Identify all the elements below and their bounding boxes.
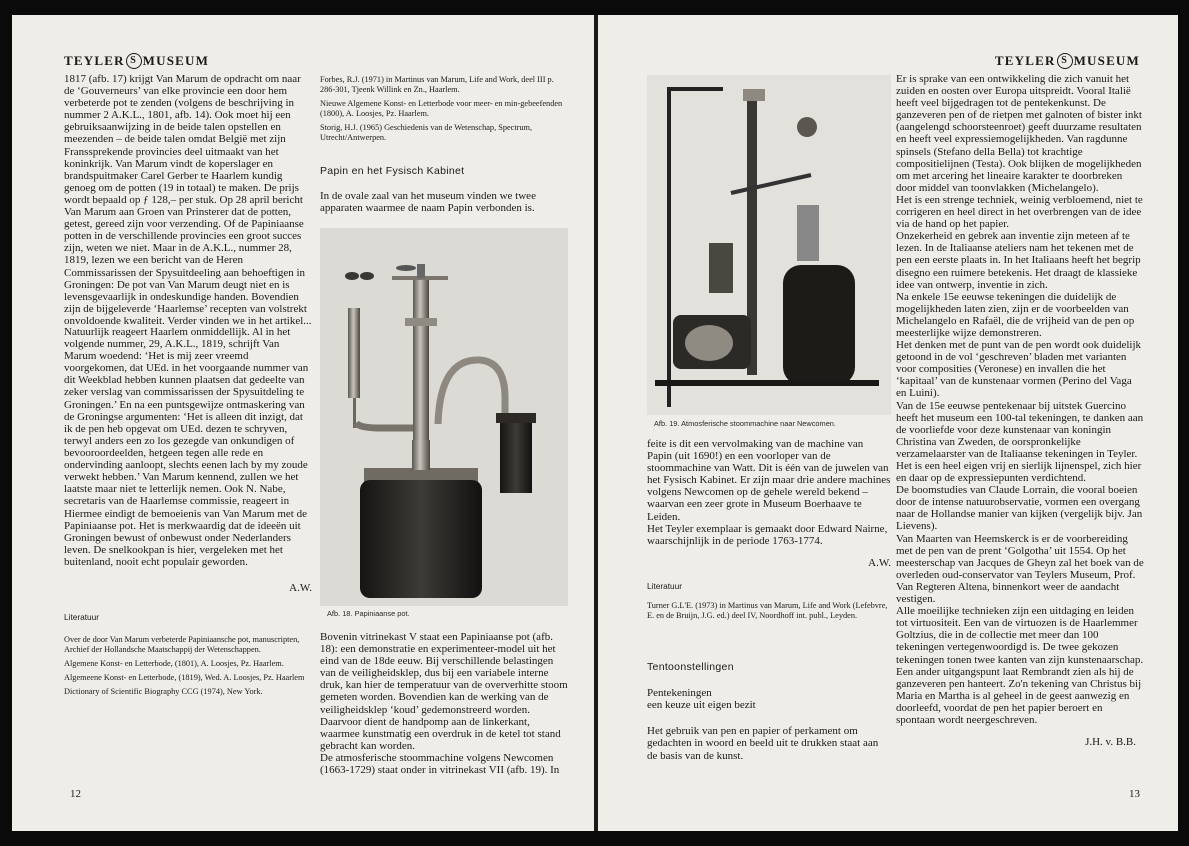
signature: A.W. xyxy=(868,556,891,569)
paragraph: Er is sprake van een ontwikkeling die zich vanuit het zuiden en oosten over Europa uitspreidt. Vooral Italië heeft veel bijgedragen tot de pentekenkunst. De ganzeveren pen of de rietpen met galnoten of bister inkt (aangelengd schoorsteenroet) geeft duurzame resultaten en heeft veel expressiemogelijkheden. Van ragdunne spinsels (Stefano della Bella) tot krachtige compositielijnen (Testa). Ook blijken de mogelijkheden om met arcering het lineaire karakter te doorbreken door middel van toonvlakken (Michelangelo). xyxy=(896,73,1142,194)
section-heading: Papin en het Fysisch Kabinet xyxy=(320,165,465,177)
literature-item: Nieuwe Algemene Konst- en Letterbode voor meer- en min-gebeefenden (1800), A. Loosjes, Pz. Haarlem. xyxy=(320,99,563,118)
paragraph: Hiermee eindigt de bemoeienis van Van Marum met de Papiniaanse pot. Het is merkwaardig dat de ideeën uit Groningen bewust of onbewust onder Nederlanders leven. De snelkookpan is hier, vergeleken met het buitenland, nooit echt populair geworden. xyxy=(64,508,307,569)
page-number: 12 xyxy=(70,788,81,800)
literature-item: Turner G.L'E. (1973) in Martinus van Marum, Life and Work (Lefebvre, E. en de Bruijn, J.G. ed.) deel IV, Noordhoff int. publ., Leyden. xyxy=(647,601,888,621)
left-column-1 xyxy=(64,73,312,701)
literature-list xyxy=(647,601,891,621)
literature-list xyxy=(64,635,312,697)
literature-item: Over de door Van Marum verbeterde Papiniaansche pot, manuscripten, Archief der Hollandsche Maatschappij der Wetenschappen. xyxy=(64,634,300,654)
brand-text-1: TEYLER xyxy=(994,53,1056,68)
paragraph: De boomstudies van Claude Lorrain, die vooral boeien door de intense natuurobservatie, vormen een overgang naar de Hollandse manier van kijken (vergelijk bijv. Jan Lievens). xyxy=(896,484,1143,533)
paragraph: Onzekerheid en gebrek aan inventie zijn meteen af te lezen. In de Italiaanse ateliers nam het tekenen met de pen een eerste plaats in. In het Italiaans heeft het begrip disegno een ruimere betekenis. Het draagt de klassieke idee van ontwerp, inventie in zich. xyxy=(896,230,1141,291)
paragraph: In de ovale zaal van het museum vinden we twee apparaten waarmee de naam Papin verbonden is. xyxy=(320,190,536,215)
literature-heading: Literatuur xyxy=(647,580,683,591)
museum-logo-icon: S xyxy=(126,53,142,69)
paragraph: Van de 15e eeuwse pentekenaar bij uitstek Guercino heeft het museum een 100-tal tekeningen, te danken aan de voorliefde voor deze kunstenaar van koningin Christina van Zweden, de oorspronkelijke verzamelaarster van de Italiaanse tekeningen in Teyler. xyxy=(896,399,1144,460)
signature: J.H. v. B.B. xyxy=(1085,736,1136,749)
paragraph: Het is een strenge techniek, weinig verbloemend, niet te corrigeren en heel direct in het overbrengen van de idee via de hand op het papier. xyxy=(896,193,1143,231)
papin-pot-image xyxy=(320,228,568,606)
left-column-2-text xyxy=(320,631,568,776)
paragraph: Het denken met de punt van de pen wordt ook duidelijk getoond in de vol ‘geschreven’ bladen met varianten voor composities (Veronese) en invallen die het ‘kapitaal’ van de kunstenaar vormen (Perino del Vaga en Luini). xyxy=(896,339,1141,400)
paragraph: Het Teyler exemplaar is gemaakt door Edward Nairne, waarschijnlijk in de periode 1763-1774. xyxy=(647,522,888,547)
figure-newcomen-engine xyxy=(647,75,891,415)
literature-heading: Literatuur xyxy=(64,611,100,622)
brand-text-1: TEYLER xyxy=(64,53,125,68)
brand-text-2: MUSEUM xyxy=(142,53,210,68)
right-column-2 xyxy=(896,73,1144,748)
figure-papin-pot xyxy=(320,228,568,606)
brand-left xyxy=(64,53,209,69)
paragraph: feite is dit een vervolmaking van de machine van Papin (uit 1690!) en een voorloper van de stoommachine van Watt. Dit is één van de juwelen van het Fysisch Kabinet. Er zijn maar drie andere machines volgens Newcomen op de gehele wereld bekend – waarvan een zeer grote in Museum Boerhaave te Leiden. xyxy=(647,438,891,523)
paragraph: Bovenin vitrinekast V staat een Papiniaanse pot (afb. 18): een demonstratie en experimenteer-model uit het eind van de 18de eeuw. Bij verschillende belastingen van de veiligheidsklep, dus bij een variabele interne druk, kan hier de temperatuur van de oververhitte stoom gemeten worden. Bovendien kan de werking van de veiligheidsklep ‘koud’ gedemonstreerd worden. Daarvoor dient de handpomp aan de linkerkant, waarmee kunstmatig een overdruk in de ketel tot stand gebracht kan worden. xyxy=(320,631,568,752)
newcomen-engine-image xyxy=(647,75,891,415)
literature-item: Forbes, R.J. (1971) in Martinus van Marum, Life and Work, deel III p. 286-301, Tjeenk Willink en Zn., Haarlem. xyxy=(320,75,554,94)
figure-caption: Afb. 19. Atmosferische stoommachine naar Newcomen. xyxy=(654,419,836,428)
literature-item: Algemene Konst- en Letterbode, (1801), A. Loosjes, Pz. Haarlem. xyxy=(64,658,284,668)
left-page xyxy=(12,15,594,831)
brand-right xyxy=(995,53,1140,69)
paragraph: Alle moeilijke technieken zijn een uitdaging en leiden tot virtuositeit. Een van de virtuozen is de Haarlemmer Goltzius, die in de collectie met meer dan 100 tekeningen vertegenwoordigd is. De twee gekozen tekeningen tonen twee kanten van zijn kunstenaarschap. Een ander uitgangspunt laat Rembrandt zien als hij de ganzeveren pen hanteert. Zo'n tekening van Christus bij Maria en Martha is al geheel in de geest aanwezig en doorleefd, voordat de pen het papier beroert en spontaan wordt neergeschreven. xyxy=(896,605,1144,726)
right-page xyxy=(598,15,1178,831)
literature-item: Storig, H.J. (1965) Geschiedenis van de Wetenschap, Spectrum, Utrecht/Antwerpen. xyxy=(320,123,533,142)
brand-text-2: MUSEUM xyxy=(1073,53,1140,68)
page-number: 13 xyxy=(1129,788,1140,800)
paragraph: Natuurlijk reageert Haarlem onmiddellijk. Al in het volgende nummer, 29, A.K.L., 1819, schrijft Van Marum woedend: ‘Het is mij zeer vreemd voorgekomen, dat UEd. in het voorgaande nummer van dit Weekblad hebben kunnen plaatsen dat gedeelte van zeker verslag van commissarissen der Spysuitdeling te Groningen.’ En na een puntsgewijze ontmaskering van de Groningse argumenten: ‘Het is alleen dit inzigt, dat ik de pen heb opgevat om UEd. dezen te schryven, terwyl anders een zo los gezegde van onkundigen of bevooroordeelden, hetgeen tegen alle rede en ondervinding aanloopt, slechts eenen lach by my zoude verwekt hebben.’ Van Marum kennend, zullen we het laatste maar niet te letterlijk nemen. Ook N. Nabe, secretaris van de Haarlemse commissie, reageert in xyxy=(64,326,309,508)
section-heading: Tentoonstellingen xyxy=(647,661,734,674)
paragraph: Van Maarten van Heemskerck is er de voorbereiding met de pen van de prent ‘Golgotha’ uit 1554. Op het meesterschap van Jacques de Gheyn zal het boek van de overleden oud-conservator van Teylers Museum, Prof. Van Regteren Altena, binnenkort weer de aandacht vestigen. xyxy=(896,532,1144,606)
paragraph: 1817 (afb. 17) krijgt Van Marum de opdracht om naar de ‘Gouverneurs’ van elke provincie een door hem verbeterde pot te zenden (volgens de beschrijving in nummer 2 A.K.L., 1801, afb. 14). Ook moet hij een gebruiksaanwijzing in de beide talen opstellen en meezenden – de beide talen omdat België met zijn Franssprekende provincies deel uitmaakt van het koninkrijk. Van Marum vindt de koperslager en brandspuitmaker Carel Gerber te Haarlem kundig genoeg om de potten (19 in totaal) te maken. De prijs wordt bepaald op ƒ 128,– per stuk. Op 28 april bericht Van Marum aan Groen van Prinsterer dat de potten, getest, gereed zijn voor verzending. Of de Papiniaanse potten in de verschillende provincies een groot succes zijn, weten we niet. Maar in de A.K.L., nummer 28, 1819, lezen we een bericht van de Heren Commissarissen der Spysuitdeeling aan behoeftigen in Groningen: De pot van Van Marum deugt niet en is levensgevaarlijk in ondeskundige handen. Bovendien zijn de bijgeleverde ‘Haarlemse’ recepten van volstrekt onvoldoende kwaliteit. Verder vinden we in het artikel... xyxy=(64,73,312,326)
left-column-2-refs xyxy=(320,75,568,147)
signature: A.W. xyxy=(289,582,312,595)
right-column-1 xyxy=(647,438,891,762)
exhibition-subtitle: een keuze uit eigen bezit xyxy=(647,699,756,712)
figure-caption: Afb. 18. Papiniaanse pot. xyxy=(327,609,410,618)
paragraph: De atmosferische stoommachine volgens Newcomen (1663-1729) staat onder in vitrinekast VII (afb. 19). In xyxy=(320,751,560,777)
literature-item: Dictionary of Scientific Biography CCG (1974), New York. xyxy=(64,686,263,696)
museum-logo-icon: S xyxy=(1057,53,1073,69)
exhibition-name: Pentekeningen xyxy=(647,687,712,700)
left-section-intro xyxy=(320,165,568,214)
literature-item: Algemeene Konst- en Letterbode, (1819), Wed. A. Loosjes, Pz. Haarlem xyxy=(64,672,305,682)
paragraph: Het gebruik van pen en papier of perkament om gedachten in woord en beeld uit te drukken staat aan de basis van de kunst. xyxy=(647,725,879,762)
paragraph: Het is een heel eigen vrij en sierlijk lijnenspel, zich hier en daar op de expressiepunten verdichtend. xyxy=(896,460,1142,485)
paragraph: Na enkele 15e eeuwse tekeningen die duidelijk de mogelijkheden laten zien, zijn er de voorbeelden van Michelangelo en Rafaël, die de vrijheid van de pen op meesterlijke wijze demonstreren. xyxy=(896,290,1135,339)
